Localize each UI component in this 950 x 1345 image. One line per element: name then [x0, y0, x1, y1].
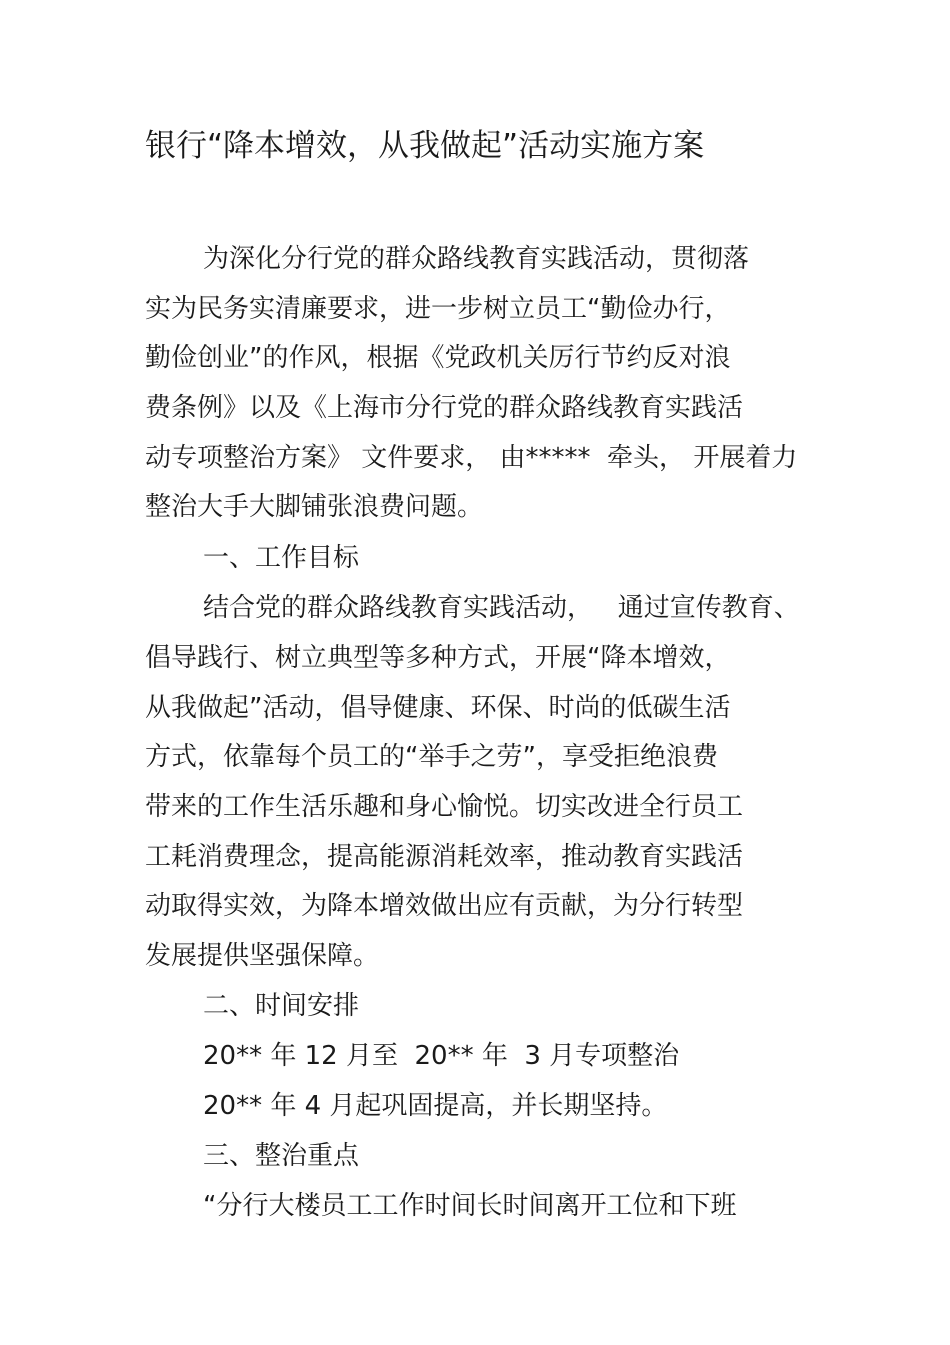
intro-line-5: 动专项整治方案》 文件要求， 由***** 牵头， 开展着力 [145, 443, 798, 473]
section2-line-1: 20** 年 12 月至 20** 年 3 月专项整治 [203, 1041, 680, 1071]
section2-heading: 二、时间安排 [203, 991, 360, 1021]
section1-line-1: 结合党的群众路线教育实践活动， 通过宣传教育、 [203, 593, 800, 623]
section1-line-6: 工耗消费理念，提高能源消耗效率，推动教育实践活 [145, 842, 744, 872]
section1-line-2: 倡导践行、树立典型等多种方式，开展“降本增效， [145, 643, 731, 673]
intro-line-4: 费条例》以及《上海市分行党的群众路线教育实践活 [145, 393, 744, 423]
section1-line-4: 方式，依靠每个员工的“举手之劳”，享受拒绝浪费 [145, 742, 718, 772]
intro-line-6: 整治大手大脚铺张浪费问题。 [145, 492, 484, 522]
section1-line-5: 带来的工作生活乐趣和身心愉悦。切实改进全行员工 [145, 792, 744, 822]
intro-line-3: 勤俭创业”的作风，根据《党政机关厉行节约反对浪 [145, 343, 731, 373]
section1-line-3: 从我做起”活动，倡导健康、环保、时尚的低碳生活 [145, 693, 731, 723]
section1-line-7: 动取得实效，为降本增效做出应有贡献，为分行转型 [145, 891, 744, 921]
section2-line-2: 20** 年 4 月起巩固提高，并长期坚持。 [203, 1091, 668, 1121]
intro-line-1: 为深化分行党的群众路线教育实践活动，贯彻落 [203, 244, 750, 274]
section3-heading: 三、整治重点 [203, 1141, 360, 1171]
section3-line-1: “分行大楼员工工作时间长时间离开工位和下班 [203, 1191, 737, 1221]
section1-heading: 一、工作目标 [203, 543, 360, 573]
section1-line-8: 发展提供坚强保障。 [145, 941, 380, 971]
intro-line-2: 实为民务实清廉要求，进一步树立员工“勤俭办行， [145, 294, 731, 324]
document-title: 银行“降本增效，从我做起”活动实施方案 [145, 128, 705, 164]
